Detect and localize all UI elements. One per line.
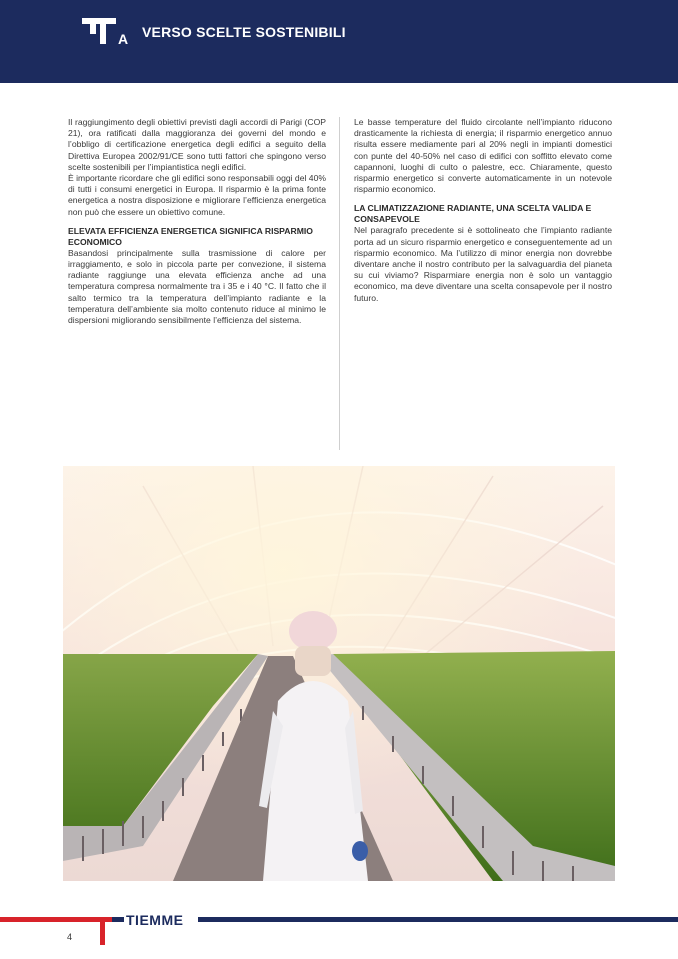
- paragraph: Basandosi principalmente sulla trasmissione di calore per irraggiamento, e solo in piccola parte per convezione, il sistema radiante raggiunge una elevata efficienza anche ad una temperatura compresa normalmente tra i 35 e i 40 °C. Il fatto che il salto termico tra la temperatura dell’impianto radiante e la temperatura dell’ambiente sia molto contenuto riduce al minimo le dispersioni migliorando sensibilmente l’efficienza del sistema.: [68, 247, 326, 326]
- tiemme-logo-icon: [80, 16, 130, 46]
- logo-letter: A: [118, 31, 129, 46]
- brand-name: TIEMME: [126, 912, 184, 928]
- section-heading: LA CLIMATIZZAZIONE RADIANTE, UNA SCELTA VALIDA E CONSAPEVOLE: [354, 203, 592, 225]
- page-number: 4: [67, 932, 73, 942]
- left-text-column: [68, 117, 326, 326]
- page-title: VERSO SCELTE SOSTENIBILI: [142, 24, 346, 40]
- paragraph: Il raggiungimento degli obiettivi previsti dagli accordi di Parigi (COP 21), ora ratificati dalla maggioranza dei governi del mondo e l’obbligo di certificazione energetica degli edifici a seguito della Direttiva Europea 2002/91/CE sono tutti fattori che spingono verso scelte sostenibili per l’impiantistica negli edifici.: [68, 117, 326, 172]
- paragraph: È importante ricordare che gli edifici sono responsabili oggi del 40% di tutti i consumi energetici in Europa. Il risparmio è la prima fonte energetica a nostra disposizione e migliorare l’efficienza energetica non può che essere un obiettivo comune.: [68, 173, 326, 217]
- footer-red-rule: [0, 917, 100, 922]
- section-heading: ELEVATA EFFICIENZA ENERGETICA SIGNIFICA RISPARMIO ECONOMICO: [68, 225, 313, 247]
- right-text-column: [354, 117, 612, 304]
- paragraph: Nel paragrafo precedente si è sottolineato che l’impianto radiante porta ad un sicuro risparmio energetico e conseguentemente ad un risparmio economico. Ma l’utilizzo di minor energia non dovrebbe diventare anche il nostro contributo per la salvaguardia del pianeta su cui viviamo? Risparmiare energia non è solo un vantaggio economico, ma deve diventare una scelta consapevole per il nostro futuro.: [354, 225, 612, 303]
- paragraph: Le basse temperature del fluido circolante nell’impianto riducono drasticamente la richiesta di energia; il risparmio energetico annuo risulta essere mediamente pari al 20% negli in impianti domestici con punte del 40-50% nel caso di edifici con soffitto elevato come capannoni, luoghi di culto o palestre, ecc. Chiaramente, questo risparmio energetico si converte automaticamente in un notevole risparmio economico.: [354, 117, 612, 195]
- tiemme-mark-icon: [88, 911, 124, 947]
- header-bar: [0, 0, 678, 83]
- footer-navy-rule: [198, 917, 678, 922]
- greenhouse-photo: [63, 466, 615, 881]
- greenhouse-image: [63, 466, 615, 881]
- column-divider: [339, 117, 340, 450]
